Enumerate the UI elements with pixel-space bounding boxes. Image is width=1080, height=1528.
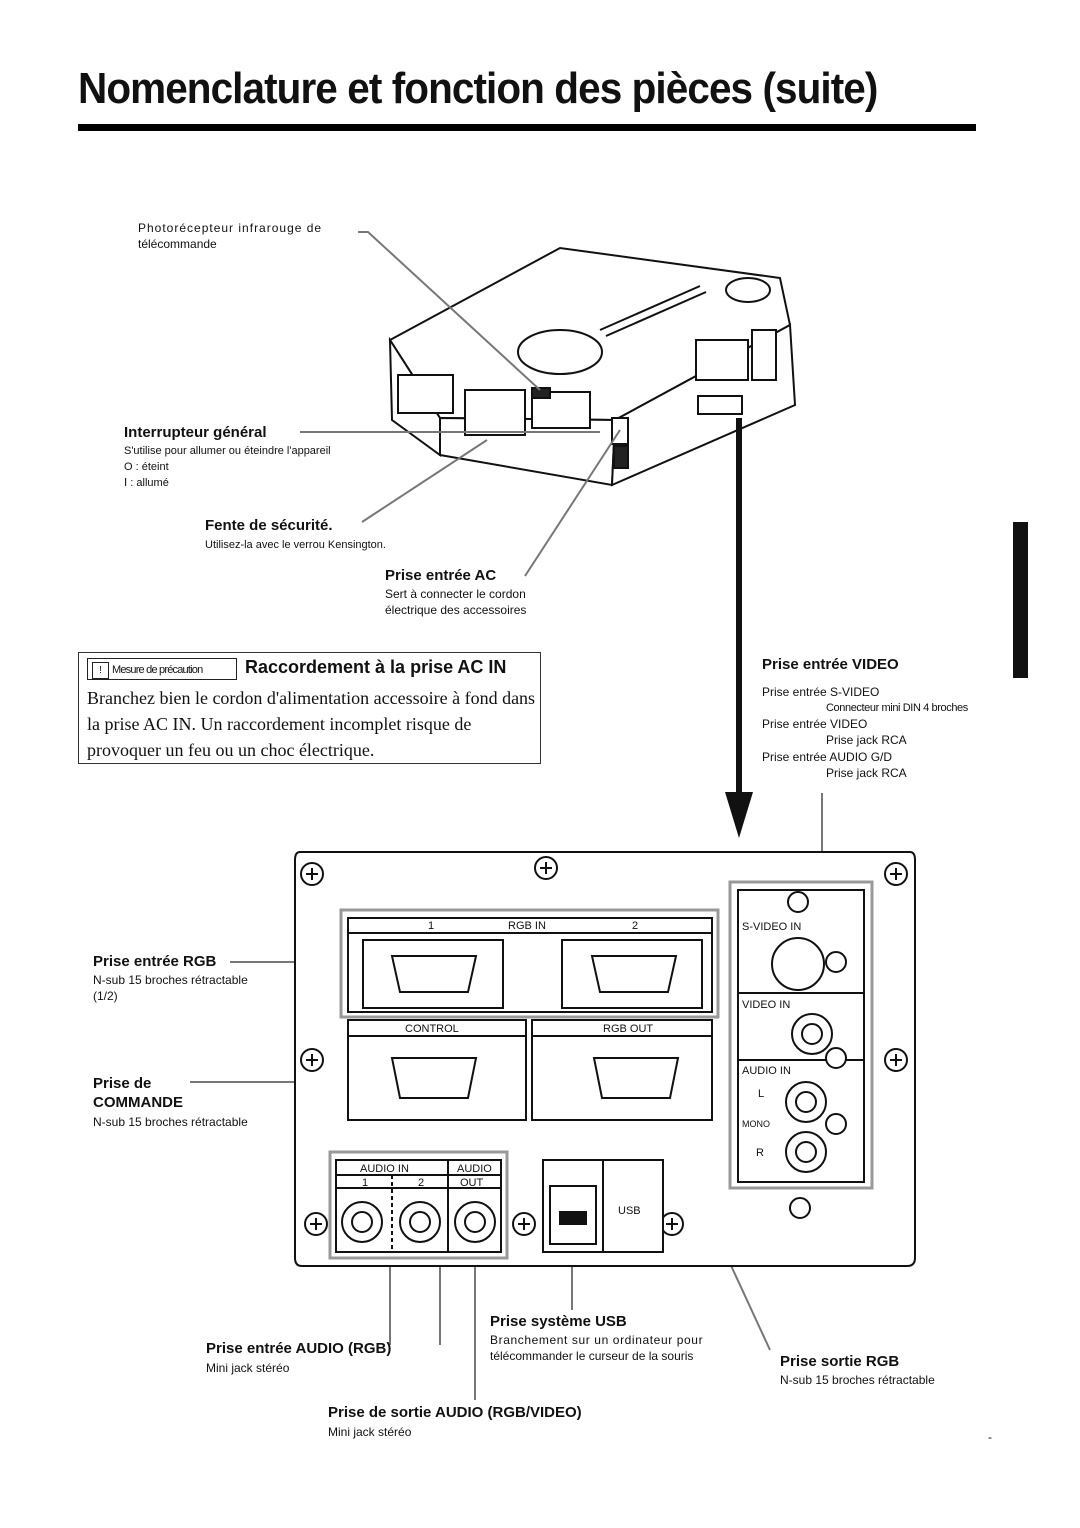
panel-audio-out-a: AUDIO bbox=[457, 1163, 492, 1175]
ac-line1: Sert à connecter le cordon bbox=[385, 587, 526, 601]
panel-l-label: L bbox=[758, 1088, 765, 1100]
ac-line2: électrique des accessoires bbox=[385, 603, 527, 617]
rgb-in-line1: N-sub 15 broches rétractable bbox=[93, 973, 248, 987]
video-l5: Prise entrée AUDIO G/D bbox=[762, 750, 893, 764]
panel-rgb-in-1: 1 bbox=[428, 920, 435, 932]
video-l2: Connecteur mini DIN 4 broches bbox=[826, 702, 968, 714]
panel-r-label: R bbox=[756, 1147, 764, 1159]
projector-illustration bbox=[390, 248, 795, 485]
usb-title: Prise système USB bbox=[490, 1313, 627, 1330]
panel-rgb-in-label: RGB IN bbox=[508, 920, 546, 932]
photo-label-line1: Photorécepteur infrarouge de bbox=[138, 221, 323, 235]
panel-control-label: CONTROL bbox=[405, 1023, 459, 1035]
photo-label-line2: télécommande bbox=[138, 237, 217, 251]
video-l6: Prise jack RCA bbox=[826, 766, 907, 780]
interrupteur-desc: S'utilise pour allumer ou éteindre l'appareil bbox=[124, 445, 331, 457]
commande-desc: N-sub 15 broches rétractable bbox=[93, 1115, 248, 1129]
video-title: Prise entrée VIDEO bbox=[762, 656, 899, 673]
commande-line1: Prise de bbox=[93, 1075, 152, 1092]
caution-box bbox=[78, 652, 541, 764]
interrupteur-on: Ⅰ : allumé bbox=[124, 477, 169, 489]
audio-out-desc: Mini jack stéréo bbox=[328, 1425, 412, 1439]
panel-rgb-in-2: 2 bbox=[632, 920, 639, 932]
fente-title: Fente de sécurité. bbox=[205, 517, 333, 534]
usb-line2: télécommander le curseur de la souris bbox=[490, 1349, 694, 1363]
ac-title: Prise entrée AC bbox=[385, 567, 497, 584]
panel-audio-in-2: 2 bbox=[418, 1177, 425, 1189]
panel-audio-out-b: OUT bbox=[460, 1177, 484, 1189]
panel-video-in-label: VIDEO IN bbox=[742, 999, 791, 1011]
panel-mono-label: MONO bbox=[742, 1119, 770, 1129]
panel-audio-in-label: AUDIO IN bbox=[360, 1163, 409, 1175]
rgb-in-title: Prise entrée RGB bbox=[93, 953, 217, 970]
commande-line2: COMMANDE bbox=[93, 1094, 183, 1111]
rear-panel bbox=[295, 852, 915, 1266]
panel-usb-label: USB bbox=[618, 1205, 641, 1217]
video-l3: Prise entrée VIDEO bbox=[762, 717, 868, 731]
caution-badge: ! Mesure de précaution bbox=[87, 658, 237, 680]
direction-arrow bbox=[725, 418, 753, 838]
video-l4: Prise jack RCA bbox=[826, 733, 907, 747]
caution-text: Branchez bien le cordon d'alimentation accessoire à fond dans la prise AC IN. Un raccordement incomplet risque de provoquer un feu ou un choc électrique. bbox=[87, 688, 536, 760]
page-title: Nomenclature et fonction des pièces (suite) bbox=[78, 64, 878, 113]
panel-rgb-out-label: RGB OUT bbox=[603, 1023, 654, 1035]
panel-audio-in-v-label: AUDIO IN bbox=[742, 1065, 791, 1077]
warning-icon: ! bbox=[92, 662, 109, 679]
fente-desc: Utilisez-la avec le verrou Kensington. bbox=[205, 539, 386, 551]
rgb-out-title: Prise sortie RGB bbox=[780, 1353, 900, 1370]
usb-line1: Branchement sur un ordinateur pour bbox=[490, 1333, 704, 1347]
rgb-in-line2: (1/2) bbox=[93, 989, 118, 1003]
video-l1: Prise entrée S-VIDEO bbox=[762, 685, 880, 699]
interrupteur-off: O : éteint bbox=[124, 461, 169, 473]
audio-rgb-desc: Mini jack stéréo bbox=[206, 1361, 290, 1375]
rgb-out-desc: N-sub 15 broches rétractable bbox=[780, 1373, 935, 1387]
audio-out-title: Prise de sortie AUDIO (RGB/VIDEO) bbox=[328, 1404, 582, 1421]
interrupteur-title: Interrupteur général bbox=[124, 424, 267, 441]
audio-rgb-title: Prise entrée AUDIO (RGB) bbox=[206, 1340, 392, 1357]
panel-audio-in-1: 1 bbox=[362, 1177, 369, 1189]
page-number: - bbox=[988, 1430, 992, 1444]
panel-svideo-label: S-VIDEO IN bbox=[742, 921, 802, 933]
caution-title: Raccordement à la prise AC IN bbox=[245, 657, 507, 677]
